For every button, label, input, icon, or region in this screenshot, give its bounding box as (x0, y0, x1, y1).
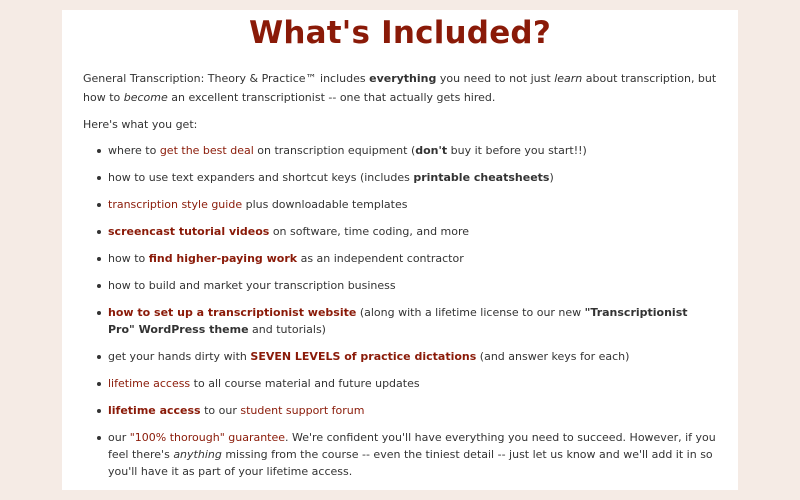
item-bold: don't (415, 144, 448, 157)
list-item (108, 348, 718, 365)
item-text: to our (200, 404, 241, 417)
list-lead: Here's what you get: (83, 118, 198, 131)
higher-paying-work-link[interactable]: find higher-paying work (148, 252, 298, 265)
practice-dictations-link[interactable]: SEVEN LEVELS of practice dictations (250, 350, 477, 363)
intro-emphasis: everything (369, 72, 437, 85)
item-text: how to (108, 252, 149, 265)
item-text: to all course material and future updates (190, 377, 420, 390)
page-title: What's Included? (249, 15, 551, 51)
content-card (62, 10, 738, 490)
intro-italic: learn (554, 72, 583, 85)
best-deal-link[interactable]: get the best deal (159, 144, 254, 157)
item-text: (and answer keys for each) (476, 350, 630, 363)
intro-text: you need to not just (436, 72, 555, 85)
item-text: and tutorials) (248, 323, 326, 336)
list-item (108, 196, 718, 213)
guarantee-link[interactable]: "100% thorough" guarantee (129, 431, 286, 444)
item-text: . We're confident you'll have everything you need to succeed. However, if you feel there's (108, 431, 716, 461)
item-text: get your hands dirty with (108, 350, 251, 363)
intro-italic: become (123, 91, 168, 104)
item-text: where to (108, 144, 160, 157)
list-item (108, 250, 718, 267)
item-text: our (108, 431, 130, 444)
item-bold: "Transcriptionist Pro" WordPress theme (108, 306, 688, 336)
lifetime-access-link[interactable]: lifetime access (108, 377, 191, 390)
list-item (108, 169, 718, 186)
intro-text: an excellent transcriptionist -- one that actually gets hired. (167, 91, 496, 104)
item-text: missing from the course -- even the tiniest detail -- just let us know and we'll add it in so you'll have it as part of your lifetime access. (108, 448, 713, 478)
item-text: how to build and market your transcription business (108, 279, 396, 292)
intro-paragraph (83, 69, 717, 107)
item-text: ) (549, 171, 554, 184)
item-text: how to use text expanders and shortcut keys (includes (108, 171, 414, 184)
item-text: on transcription equipment ( (253, 144, 416, 157)
list-item (108, 223, 718, 240)
item-text: (along with a lifetime license to our new (356, 306, 585, 319)
list-item (108, 277, 718, 294)
item-italic: anything (173, 448, 222, 461)
list-item (108, 142, 718, 159)
list-item (108, 402, 718, 419)
intro-text: General Transcription: Theory & Practice™ includes (83, 72, 370, 85)
style-guide-link[interactable]: transcription style guide (108, 198, 243, 211)
item-text: plus downloadable templates (242, 198, 408, 211)
support-forum-link[interactable]: student support forum (240, 404, 365, 417)
item-text: as an independent contractor (297, 252, 464, 265)
item-text: buy it before you start!!) (447, 144, 587, 157)
included-list (62, 142, 738, 480)
intro-text: about transcription, but how to (83, 72, 717, 104)
list-item (108, 429, 718, 480)
transcriptionist-website-link[interactable]: how to set up a transcriptionist website (108, 306, 357, 319)
tutorial-videos-link[interactable]: screencast tutorial videos (108, 225, 270, 238)
list-item (108, 304, 718, 338)
item-text: on software, time coding, and more (269, 225, 470, 238)
item-bold: lifetime access (108, 404, 201, 417)
item-bold: printable cheatsheets (413, 171, 550, 184)
list-item (108, 375, 718, 392)
